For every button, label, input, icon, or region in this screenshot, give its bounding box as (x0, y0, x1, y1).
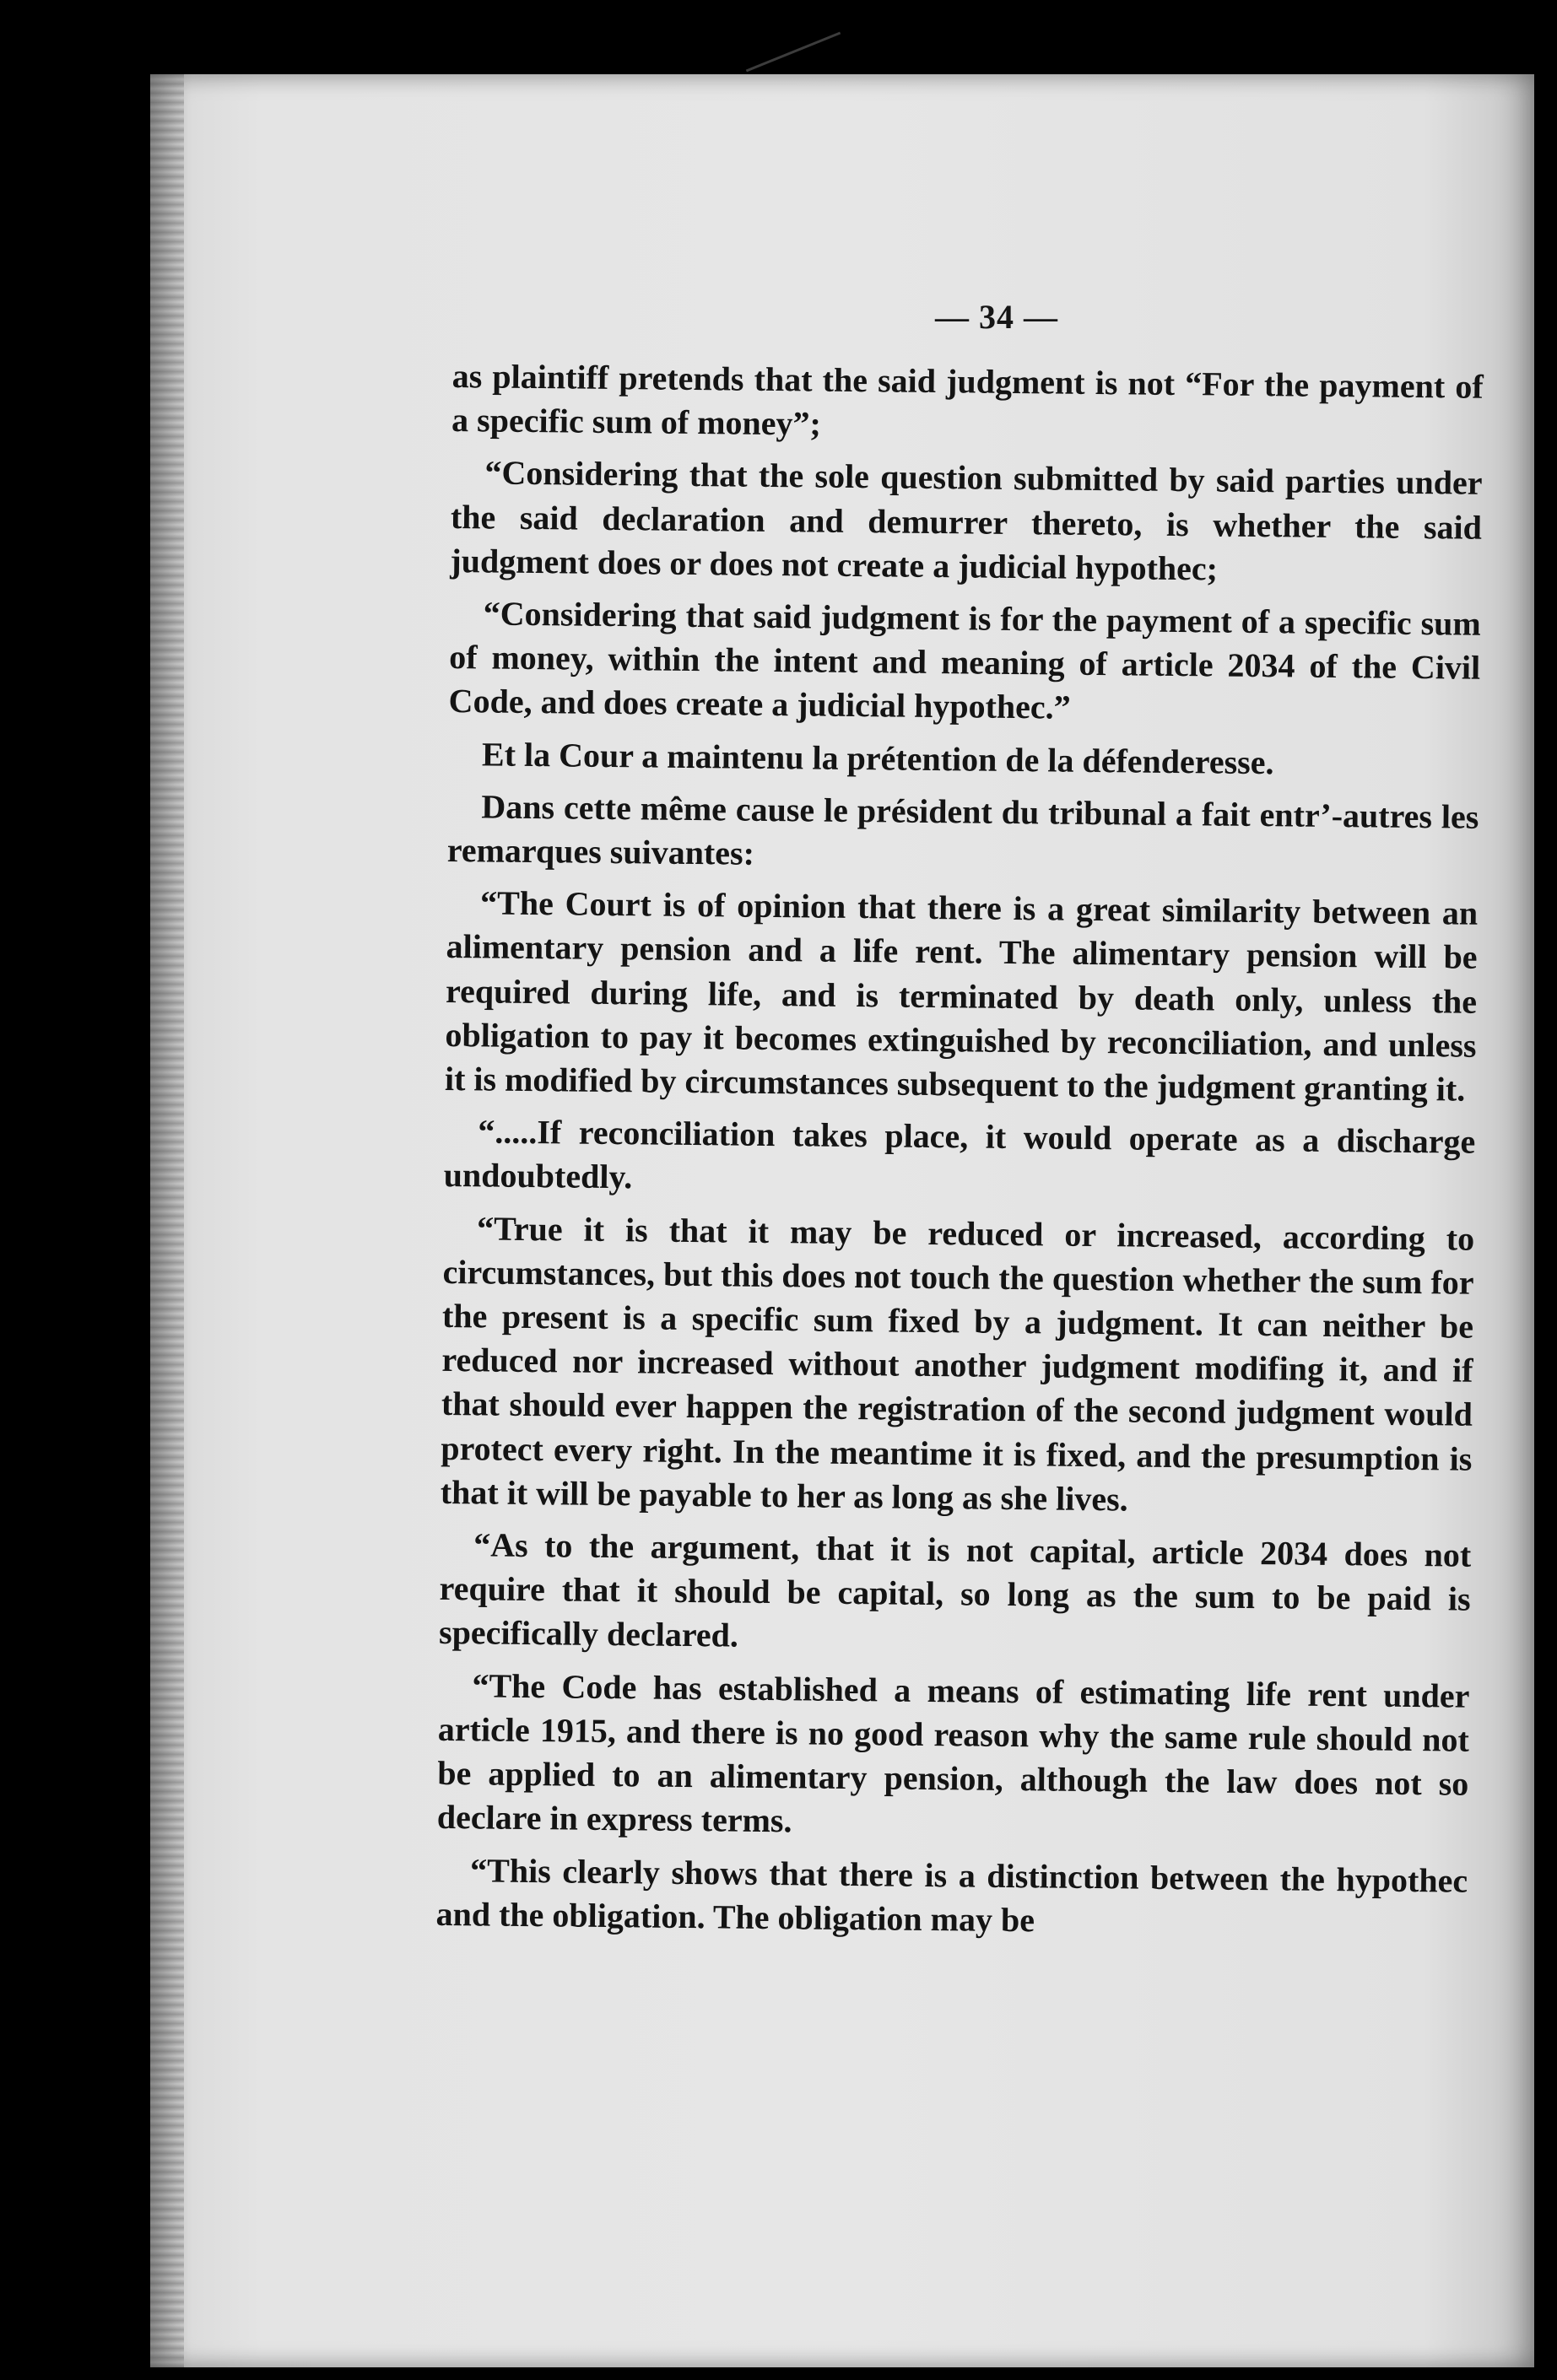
paragraph-argument-capital: “As to the argument, that it is not capital, article 2034 does not require that it should be capital, so long as the sum to be paid is specifically declared. (438, 1525, 1472, 1655)
scan-artifact (746, 32, 841, 73)
page-number: — 34 — (935, 298, 1058, 336)
paragraph-court-opinion: “The Court is of opinion that there is a great similarity between an alimentary pension and a life rent. The alimentary pension will be required during life, and is terminated by death only, unless the obligation to pay it becomes extinguished by reconciliation, and unless it is modified by circumstances subsequent to the judgment granting it. (444, 883, 1479, 1109)
paragraph-considering-question: “Considering that the sole question submitted by said parties under the said declaration and demurrer thereto, is whether the said judgment does or does not create a judicial hypothec; (450, 453, 1483, 588)
paragraph-code-life-rent: “The Code has established a means of estimating life rent under article 1915, and there is no good reason why the same rule should not be applied to an alimentary pension, although the law does not so declare in express terms. (436, 1666, 1470, 1840)
body-text (435, 354, 1484, 1956)
paragraph-distinction: “This clearly shows that there is a distinction between the hypothec and the obligation. The obligation may be (435, 1850, 1468, 1940)
paragraph-president-remarques: Dans cette même cause le président du tribunal a fait entr’-autres les remarques suivantes: (446, 787, 1479, 872)
paragraph-true-it-is: “True it is that it may be reduced or increased, according to circumstances, but this does not touch the question whether the sum for the present is a specific sum fixed by a judgment. It can neither be reduced nor increased without another judgment modifing it, and if that should ever happen the registration of the second judgment would protect every right. In the meantime it is fixed, and the presumption is that it will be payable to her as long as she lives. (440, 1209, 1475, 1519)
paragraph-reconciliation: “.....If reconciliation takes place, it would operate as a discharge undoubtedly. (443, 1112, 1476, 1196)
paragraph-considering-judgment: “Considering that said judgment is for the payment of a specific sum of money, within the intent and meaning of article 2034 of the Civil Code, and does create a judicial hypothec.” (448, 594, 1481, 727)
paragraph-cour-maintenu: Et la Cour a maintenu la prétention de la défenderesse. (481, 735, 1274, 781)
paragraph-continuation: as plaintiff pretends that the said judgment is not “For the payment of a specific sum of money”; (451, 356, 1484, 443)
page-binding-edge (150, 74, 184, 2367)
